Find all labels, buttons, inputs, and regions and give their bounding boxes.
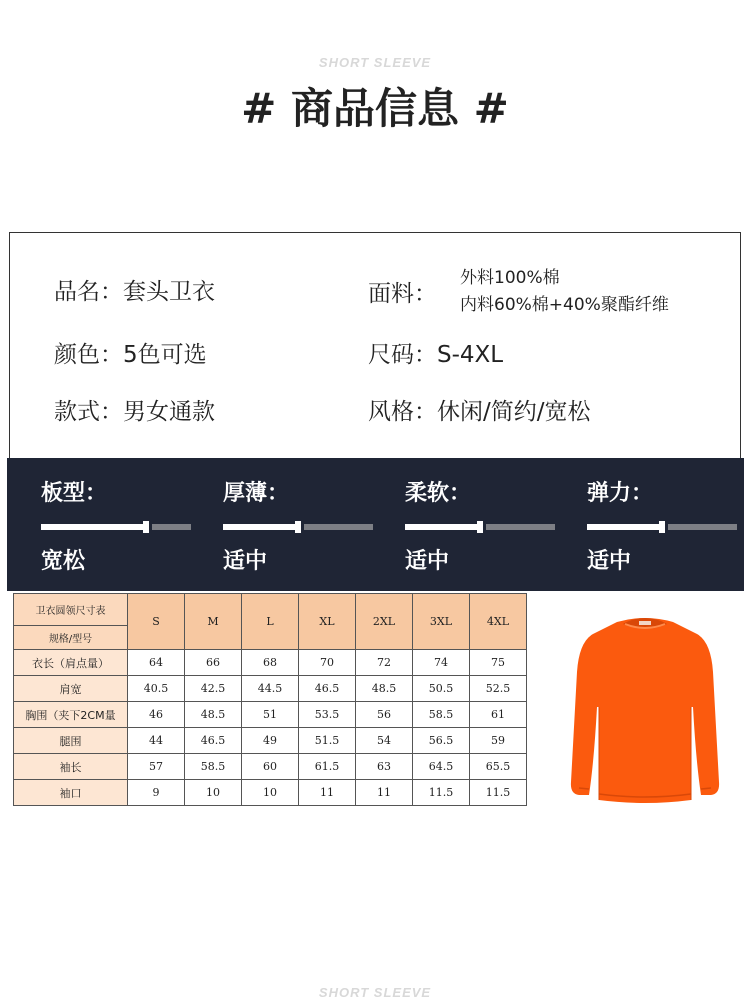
table-row bbox=[14, 676, 527, 702]
feature-value: 宽松 bbox=[41, 549, 86, 574]
feature-label: 弹力： bbox=[587, 481, 654, 506]
fabric-outer: 外料100%棉 bbox=[460, 268, 560, 288]
table-cell: 54 bbox=[356, 728, 413, 754]
table-cell: 48.5 bbox=[356, 676, 413, 702]
size-header: XL bbox=[299, 594, 356, 650]
size-header: M bbox=[185, 594, 242, 650]
table-cell: 65.5 bbox=[470, 754, 527, 780]
table-cell: 11 bbox=[299, 780, 356, 806]
slider-knob bbox=[143, 521, 149, 533]
table-cell: 70 bbox=[299, 650, 356, 676]
feature-slider bbox=[41, 524, 191, 530]
table-cell: 75 bbox=[470, 650, 527, 676]
table-cell: 64 bbox=[128, 650, 185, 676]
slider-knob bbox=[477, 521, 483, 533]
table-cell: 53.5 bbox=[299, 702, 356, 728]
fabric-label: 面料： bbox=[368, 281, 437, 307]
table-cell: 64.5 bbox=[413, 754, 470, 780]
watermark-bottom: SHORT SLEEVE bbox=[318, 985, 432, 1000]
table-cell: 72 bbox=[356, 650, 413, 676]
size-chart-table bbox=[13, 593, 527, 806]
table-row bbox=[14, 780, 527, 806]
size-header: 3XL bbox=[413, 594, 470, 650]
fabric-inner: 内料60%棉+40%聚酯纤维 bbox=[460, 295, 669, 315]
table-cell: 58.5 bbox=[413, 702, 470, 728]
feature-value: 适中 bbox=[405, 549, 450, 574]
table-cell: 40.5 bbox=[128, 676, 185, 702]
feature-slider bbox=[223, 524, 373, 530]
row-label: 袖长 bbox=[14, 754, 128, 780]
page-title: # 商品信息 # bbox=[241, 84, 509, 133]
table-cell: 9 bbox=[128, 780, 185, 806]
table-cell: 11.5 bbox=[413, 780, 470, 806]
size-header: 4XL bbox=[470, 594, 527, 650]
feature-value: 适中 bbox=[587, 549, 632, 574]
feature-label: 厚薄： bbox=[223, 481, 290, 506]
table-cell: 46.5 bbox=[299, 676, 356, 702]
table-cell: 59 bbox=[470, 728, 527, 754]
size-header: 2XL bbox=[356, 594, 413, 650]
product-vibe: 风格：休闲/简约/宽松 bbox=[368, 399, 591, 425]
size-header: S bbox=[128, 594, 185, 650]
product-style: 款式：男女通款 bbox=[54, 399, 215, 425]
table-cell: 11 bbox=[356, 780, 413, 806]
table-cell: 49 bbox=[242, 728, 299, 754]
watermark-top: SHORT SLEEVE bbox=[318, 55, 432, 70]
table-cell: 56.5 bbox=[413, 728, 470, 754]
table-row bbox=[14, 702, 527, 728]
table-cell: 56 bbox=[356, 702, 413, 728]
size-chart-subtitle: 规格/型号 bbox=[14, 626, 128, 650]
table-cell: 48.5 bbox=[185, 702, 242, 728]
table-cell: 66 bbox=[185, 650, 242, 676]
fabric-details bbox=[460, 265, 669, 319]
product-size: 尺码：S-4XL bbox=[368, 342, 504, 368]
feature-label: 板型： bbox=[41, 481, 108, 506]
table-cell: 46.5 bbox=[185, 728, 242, 754]
product-info-panel bbox=[9, 232, 741, 458]
table-cell: 44 bbox=[128, 728, 185, 754]
table-cell: 61.5 bbox=[299, 754, 356, 780]
table-cell: 57 bbox=[128, 754, 185, 780]
product-color: 颜色：5色可选 bbox=[54, 342, 207, 368]
table-cell: 10 bbox=[185, 780, 242, 806]
table-row bbox=[14, 650, 527, 676]
feature-label: 柔软： bbox=[405, 481, 472, 506]
table-cell: 63 bbox=[356, 754, 413, 780]
table-cell: 11.5 bbox=[470, 780, 527, 806]
table-cell: 10 bbox=[242, 780, 299, 806]
product-name: 品名：套头卫衣 bbox=[54, 279, 215, 305]
feature-value: 适中 bbox=[223, 549, 268, 574]
table-cell: 58.5 bbox=[185, 754, 242, 780]
table-row bbox=[14, 754, 527, 780]
table-cell: 60 bbox=[242, 754, 299, 780]
feature-band bbox=[7, 458, 744, 591]
row-label: 胸围（夹下2CM量 bbox=[14, 702, 128, 728]
table-cell: 42.5 bbox=[185, 676, 242, 702]
row-label: 肩宽 bbox=[14, 676, 128, 702]
size-header: L bbox=[242, 594, 299, 650]
table-cell: 68 bbox=[242, 650, 299, 676]
slider-knob bbox=[295, 521, 301, 533]
feature-slider bbox=[405, 524, 555, 530]
feature-slider bbox=[587, 524, 737, 530]
table-cell: 61 bbox=[470, 702, 527, 728]
row-label: 腿围 bbox=[14, 728, 128, 754]
table-cell: 51 bbox=[242, 702, 299, 728]
table-cell: 44.5 bbox=[242, 676, 299, 702]
orange-sweatshirt-image bbox=[565, 612, 725, 812]
table-cell: 52.5 bbox=[470, 676, 527, 702]
table-cell: 46 bbox=[128, 702, 185, 728]
table-cell: 74 bbox=[413, 650, 470, 676]
slider-knob bbox=[659, 521, 665, 533]
row-label: 衣长（肩点量） bbox=[14, 650, 128, 676]
row-label: 袖口 bbox=[14, 780, 128, 806]
size-chart-title: 卫衣圆领尺寸表 bbox=[14, 594, 128, 626]
table-cell: 51.5 bbox=[299, 728, 356, 754]
table-cell: 50.5 bbox=[413, 676, 470, 702]
table-row bbox=[14, 728, 527, 754]
